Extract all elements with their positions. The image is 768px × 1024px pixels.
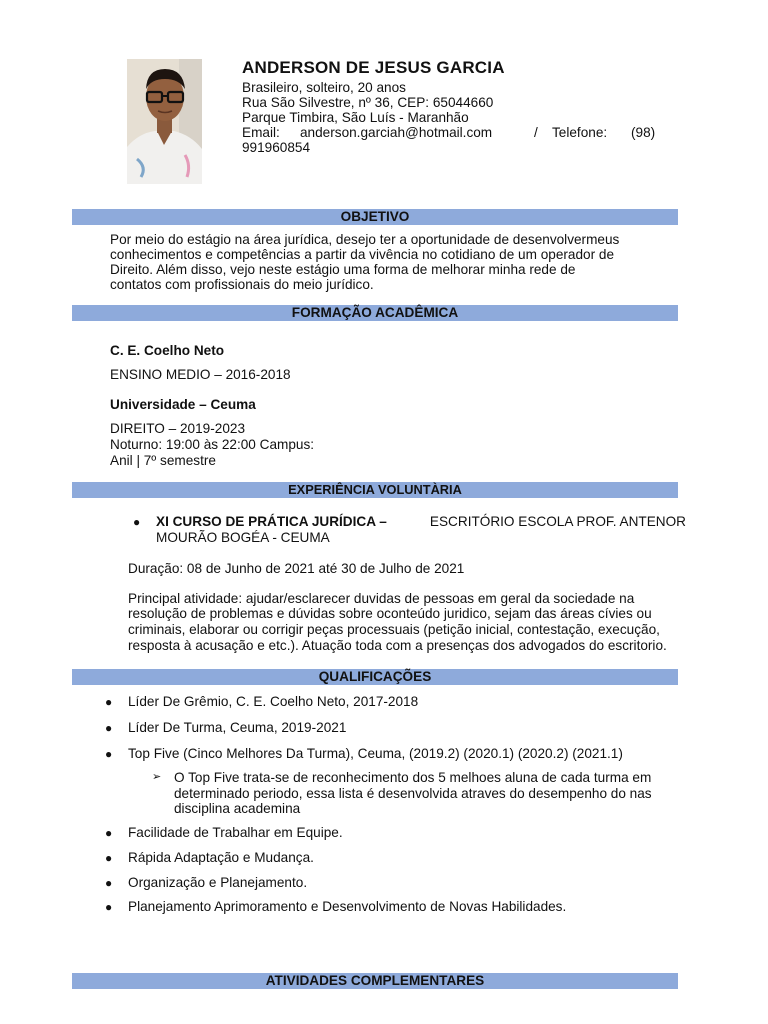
course-line: DIREITO – 2019-2023 [110, 421, 246, 436]
experience-office: ESCRITÓRIO ESCOLA PROF. ANTENOR [429, 514, 686, 529]
bullet-icon: ● [105, 721, 113, 735]
experience-activity-line: Principal atividade: ajudar/esclarecer duvidas de pessoas em geral da sociedade na [128, 591, 635, 606]
objetivo-line: Direito. Além disso, vejo neste estágio uma forma de melhorar minha rede de [110, 262, 576, 277]
objetivo-line: conhecimentos e competências a partir da vivência no cotidiano de um operador de [110, 247, 615, 262]
qualification-subitem-line: determinado periodo, essa lista é desenvolvida atraves do desempenho do nas [174, 786, 652, 801]
section-qualificacoes-heading: QUALIFICAÇÕES [72, 669, 678, 685]
email-value[interactable]: anderson.garciah@hotmail.com [300, 125, 493, 140]
semester-line: Anil | 7º semestre [110, 453, 216, 468]
school-detail: ENSINO MEDIO – 2016-2018 [110, 367, 291, 382]
bullet-icon: ● [105, 826, 113, 840]
contact-separator: / [534, 125, 538, 140]
schedule-line: Noturno: 19:00 às 22:00 Campus: [110, 437, 315, 452]
school-name: C. E. Coelho Neto [110, 343, 225, 358]
phone-number: 991960854 [242, 140, 311, 155]
experience-title-line2: MOURÃO BOGÉA - CEUMA [156, 530, 330, 545]
candidate-name: ANDERSON DE JESUS GARCIA [242, 58, 505, 77]
experience-activity-line: criminais, elaborar ou corrigir peças processuais (petição inicial, contestação, execução, [128, 622, 660, 637]
qualification-item: Líder De Turma, Ceuma, 2019-2021 [128, 720, 347, 735]
neighborhood-line: Parque Timbira, São Luís - Maranhão [242, 110, 469, 125]
university-name: Universidade – Ceuma [110, 397, 256, 412]
section-atividades-heading: ATIVIDADES COMPLEMENTARES [72, 973, 678, 989]
objetivo-line: contatos com profissionais do meio jurídico. [110, 277, 374, 292]
experience-title [156, 514, 686, 529]
bullet-icon: ● [105, 851, 113, 865]
bullet-icon: ● [133, 515, 141, 529]
objetivo-line: Por meio do estágio na área jurídica, desejo ter a oportunidade de desenvolvermeus [110, 232, 620, 247]
qualification-subitem-line: disciplina academina [174, 801, 301, 816]
bullet-icon: ● [105, 695, 113, 709]
experience-duration: Duração: 08 de Junho de 2021 até 30 de Julho de 2021 [128, 561, 465, 576]
experience-activity-line: resolução de problemas e dúvidas sobre oconteúdo juridico, sejam das áreas cívies ou [128, 606, 652, 621]
bullet-icon: ● [105, 900, 113, 914]
personal-info: Brasileiro, solteiro, 20 anos [242, 80, 406, 95]
qualification-subitem-line: O Top Five trata-se de reconhecimento dos 5 melhoes aluna de cada turma em [174, 770, 652, 785]
qualification-item: Rápida Adaptação e Mudança. [128, 850, 314, 865]
arrow-bullet-icon: ➢ [152, 771, 162, 783]
section-formacao-heading: FORMAÇÃO ACADÊMICA [72, 305, 678, 321]
profile-photo [127, 59, 202, 184]
bullet-icon: ● [105, 747, 113, 761]
phone-label: Telefone: [552, 125, 608, 140]
qualification-item: Organização e Planejamento. [128, 875, 308, 890]
qualification-item: Planejamento Aprimoramento e Desenvolvimento de Novas Habilidades. [128, 899, 567, 914]
qualification-item: Facilidade de Trabalhar em Equipe. [128, 825, 343, 840]
address-line: Rua São Silvestre, nº 36, CEP: 65044660 [242, 95, 494, 110]
email-label: Email: [242, 125, 280, 140]
experience-activity-line: resposta à acusação e etc.). Atuação toda com a presenças dos advogados do escritorio. [128, 638, 667, 653]
qualification-item: Líder De Grêmio, C. E. Coelho Neto, 2017-2018 [128, 694, 419, 709]
bullet-icon: ● [105, 876, 113, 890]
phone-prefix: (98) [631, 125, 656, 140]
section-experiencia-heading: EXPERIÊNCIA VOLUNTÀRIA [72, 482, 678, 498]
experience-course: XI CURSO DE PRÁTICA JURÍDICA – [156, 514, 387, 529]
section-objetivo-heading: OBJETIVO [72, 209, 678, 225]
qualification-item: Top Five (Cinco Melhores Da Turma), Ceuma, (2019.2) (2020.1) (2020.2) (2021.1) [128, 746, 623, 761]
